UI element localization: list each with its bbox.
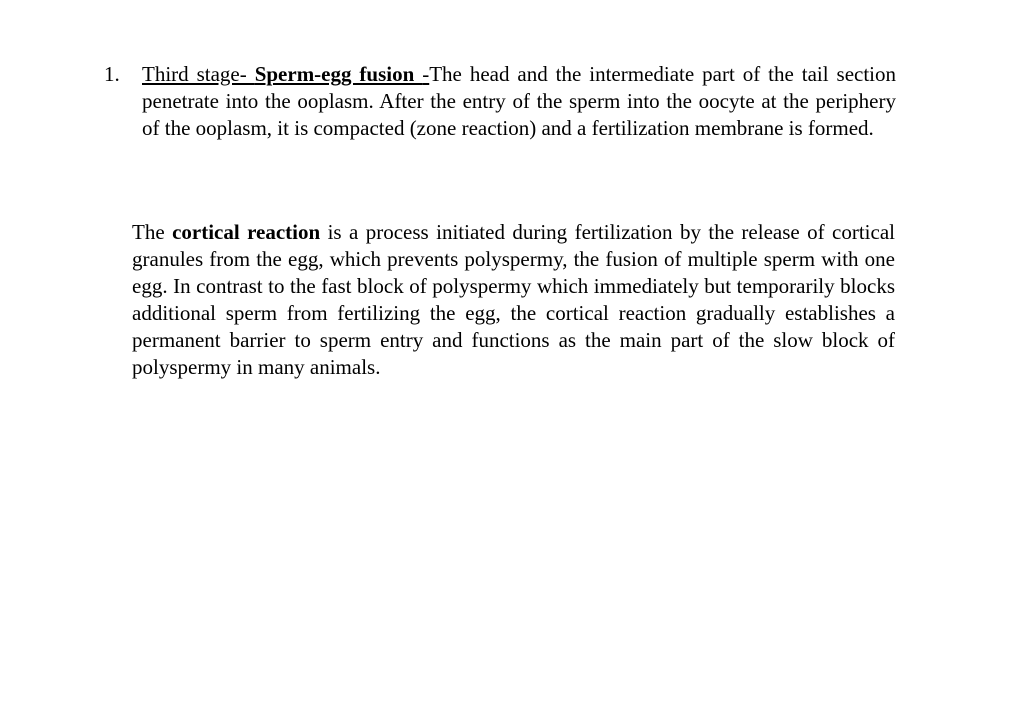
stage-description: The head and the intermediate part of the tail section penetrate into the ooplasm. After the entry of the sperm into the oocyte at the periphery of the ooplasm, it is compacted (zone reaction) and a fertilization membrane is formed. (142, 62, 897, 140)
list-number: 1. (104, 62, 120, 86)
paragraph-lead: The (132, 220, 173, 244)
cortical-reaction-term: cortical reaction (172, 220, 321, 244)
numbered-list-item (104, 61, 896, 142)
paragraph-text: is a process initiated during fertilization by the release of cortical granules from the egg, which prevents polyspermy, the fusion of multiple sperm with one egg. In contrast to the fast block of polyspermy which immediately but temporarily blocks additional sperm from fertilizing the egg, the cortical reaction gradually establishes a permanent barrier to sperm entry and functions as the main part of the slow block of polyspermy in many animals. (132, 220, 895, 379)
cortical-reaction-paragraph (132, 219, 895, 381)
stage-dash: - (422, 62, 430, 86)
stage-title: Sperm-egg fusion (254, 62, 423, 86)
list-item-body (142, 61, 896, 142)
stage-label: Third stage- (142, 62, 255, 86)
